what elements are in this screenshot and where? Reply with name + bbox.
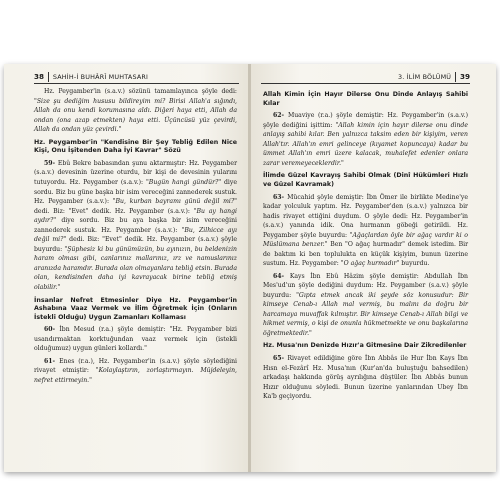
text-run: Ben "O ağaç hurmadır" demek istedim. Bir de baktım ki ben toplulukta en küçük kişiyim, bunun üzerine sustum. Hz. Peygamber: <box>263 241 468 268</box>
paragraph <box>263 354 468 402</box>
section-heading: Hz. Musa'nın Denizde Hızır'a Gitmesine Dair Zikredilenler <box>263 342 467 350</box>
right-page-number: 39 <box>459 72 470 81</box>
paragraph <box>263 193 468 269</box>
hadith-quote: "Kolaylaştırın, zorlaştırmayın. Müjdeleyin, nefret ettirmeyin." <box>34 367 237 384</box>
right-page-text <box>263 87 468 404</box>
hadith-number: 60- <box>44 326 60 334</box>
hadith-number: 64- <box>273 272 290 280</box>
section-heading: Allah Kimin İçin Hayır Dilerse Onu Dinde Anlayış Sahibi Kılar <box>263 91 468 107</box>
section-heading: Hz. Peygamber'in "Kendisine Bir Şey Tebliğ Edilen Nice Kişi, Onu İşitenden Daha İyi Kavrar" Sözü <box>34 138 237 155</box>
hadith-quote: "Bu, Zilhicce ayı değil mi?" <box>34 226 237 244</box>
hadith-quote: "Bu, kurban bayramı günü değil mi?" <box>112 198 237 206</box>
text-run: Rivayet edildiğine göre İbn Abbâs ile Hur İbn Kays İbn Hısn el-Fezârî Hz. Musa'nın (Kur'an'da buluştuğu bahsedilen) arkadaşı hakkında görüş ayrılığına düştüler. İbn Abbâs bunun Hızır olduğunu söyledi. Bunun üzerine yanlarından Ubey İbn Ka'b geçiyordu. <box>263 354 468 401</box>
hadith-quote: "Allah kimin için hayır dilerse onu dinde anlayış sahibi kılar. Ben yalnızca taksim eden bir kişiyim, veren Allah'tır. Allah'ın emri gelinceye (kıyamet kopuncaya) kadar bu ümmet Allah'ın emri üzere kalacak, muhalefet edenler onlara zarar veremeyeceklerdir." <box>263 121 468 167</box>
text-run: İbn Mesud (r.a.) şöyle demiştir: "Hz. Peygamber bizi usandırmaktan korktuğundan vaaz vermek için (istekli olduğumuz) uygun günleri kollardı." <box>34 326 237 353</box>
hadith-quote: "Bu ay hangi aydır?" <box>34 207 237 225</box>
hadith-quote: "O ağaç hurmadır" <box>340 260 400 268</box>
text-run: Kays İbn Ebû Hâzim şöyle demiştir: Abdullah İbn Mes'ud'un şöyle dediğini duydum: Hz. Peygamber (s.a.v.) şöyle buyurdu: <box>263 272 469 299</box>
left-page <box>4 64 249 472</box>
text-run: diye sordu. Biz bu aya başka bir isim vereceğini zannederek sustuk. Hz. Peygamber (s.a.v.): <box>34 217 237 234</box>
header-divider <box>48 72 49 82</box>
paragraph <box>34 357 237 386</box>
hadith-number: 65- <box>273 354 288 362</box>
text-run: buyurdu. <box>399 260 430 268</box>
hadith-quote: "Şüphesiz ki bu günümüzün, bu ayınızın, bu beldenizin haram olması gibi, canlarınız mallarınız, ırz ve namuslarınız aranızda haramdır. Burada olan olmayanlara tebliğ etsin. Burada olan, kendisinden daha iyi kavrayacak birine tebliğ etmiş olabilir." <box>34 245 237 292</box>
left-page-number: 38 <box>34 72 45 81</box>
text-run: Hz. Peygamber'in (s.a.v.) sözünü tamamlayınca şöyle dedi: <box>44 88 237 95</box>
paragraph <box>34 325 237 354</box>
text-run: Muaviye (r.a.) şöyle demiştir: Hz. Peygamber'in (s.a.v.) şöyle dediğini işittim: <box>263 112 468 129</box>
section-heading: İnsanlar Nefret Etmesinler Diye Hz. Peygamber'in Ashabına Vaaz Vermek ve İlim Öğretmek İçin (Onların İstekli Olduğu) Uygun Zamanları Kollaması <box>34 296 237 321</box>
text-run: diye sordu. Biz bu güne başka bir isim vereceğini zannederek sustuk. Hz. Peygamber (s.a.v.): <box>34 179 238 206</box>
paragraph <box>263 272 468 339</box>
text-run: Mücahid şöyle demiştir: İbn Ömer ile birlikte Medine'ye kadar yolculuk yaptım. Hz. Peygamber'den (s.a.v.) yalnızca bir hadis rivayet ettiğini duydum. O şöyle dedi: Hz. Peygamber'in (s.a.v.) yanında idik. Ona hurmanın göbeği getirildi. Hz. Peygamber şöyle buyurdu: <box>263 193 468 239</box>
left-page-text <box>34 87 237 388</box>
hadith-number: 59- <box>44 159 58 167</box>
paragraph <box>34 159 237 293</box>
text-run: dedi. Biz: "Evet" dedik. Hz. Peygamber (s.a.v.): <box>34 207 194 215</box>
hadith-number: 61- <box>44 357 60 365</box>
hadith-quote: "Gıpta etmek ancak iki şeyde söz konusudur: Bir kimseye Cenab-ı Allah mal vermiş, bu malını da doğru bir harcamaya muvaffak kılmıştır. Bir kimseye Cenab-ı Allah bilgi ve hikmet vermiş, o kişi de onunla hükmetmekte ve onu başkalarına öğretmektedir." <box>263 291 469 337</box>
text-run: Ebû Bekre babasından şunu aktarmıştır: Hz. Peygamber (s.a.v.) devesinin üzerine oturdu, bir kişi de devesinin yularını tutuyordu. Hz. Peygamber (s.a.v.): <box>34 159 238 187</box>
section-heading: İlimde Güzel Kavrayış Sahibi Olmak (Dinî Hükümleri Hızlı ve Güzel Kavramak) <box>263 172 468 189</box>
open-book <box>4 64 496 472</box>
paragraph <box>34 87 237 135</box>
left-running-head: SAHİH-İ BUHÂRÎ MUHTASARI <box>52 72 149 81</box>
header-divider <box>455 72 456 82</box>
right-page <box>251 64 496 472</box>
right-page-header <box>261 70 470 84</box>
paragraph <box>263 111 468 168</box>
hadith-quote: "Bugün hangi gündür?" <box>145 179 222 187</box>
hadith-quote: "Size şu dediğim hususu bildireyim mi? Birisi Allah'a sığındı, Allah da onu kendi korumasına aldı. Diğeri haya etti, Allah da ondan (ona azap etmekten) haya etti. Üçüncüsü yüz çevirdi, Allah da ondan yüz çevirdi." <box>34 97 237 134</box>
hadith-number: 63- <box>273 193 288 201</box>
text-run: dedi. Biz: "Evet" dedik. Hz. Peygamber (s.a.v.) şöyle buyurdu: <box>34 236 237 253</box>
hadith-quote: "Ağaçlardan öyle bir ağaç vardır ki o Müslümana benzer." <box>263 231 468 249</box>
left-page-header <box>34 70 239 84</box>
right-running-head: 3. İLİM BÖLÜMÜ <box>397 72 452 81</box>
text-run: Enes (r.a.), Hz. Peygamber'in (s.a.v.) şöyle söylediğini rivayet etmiştir: <box>34 357 238 375</box>
hadith-number: 62- <box>273 112 288 120</box>
